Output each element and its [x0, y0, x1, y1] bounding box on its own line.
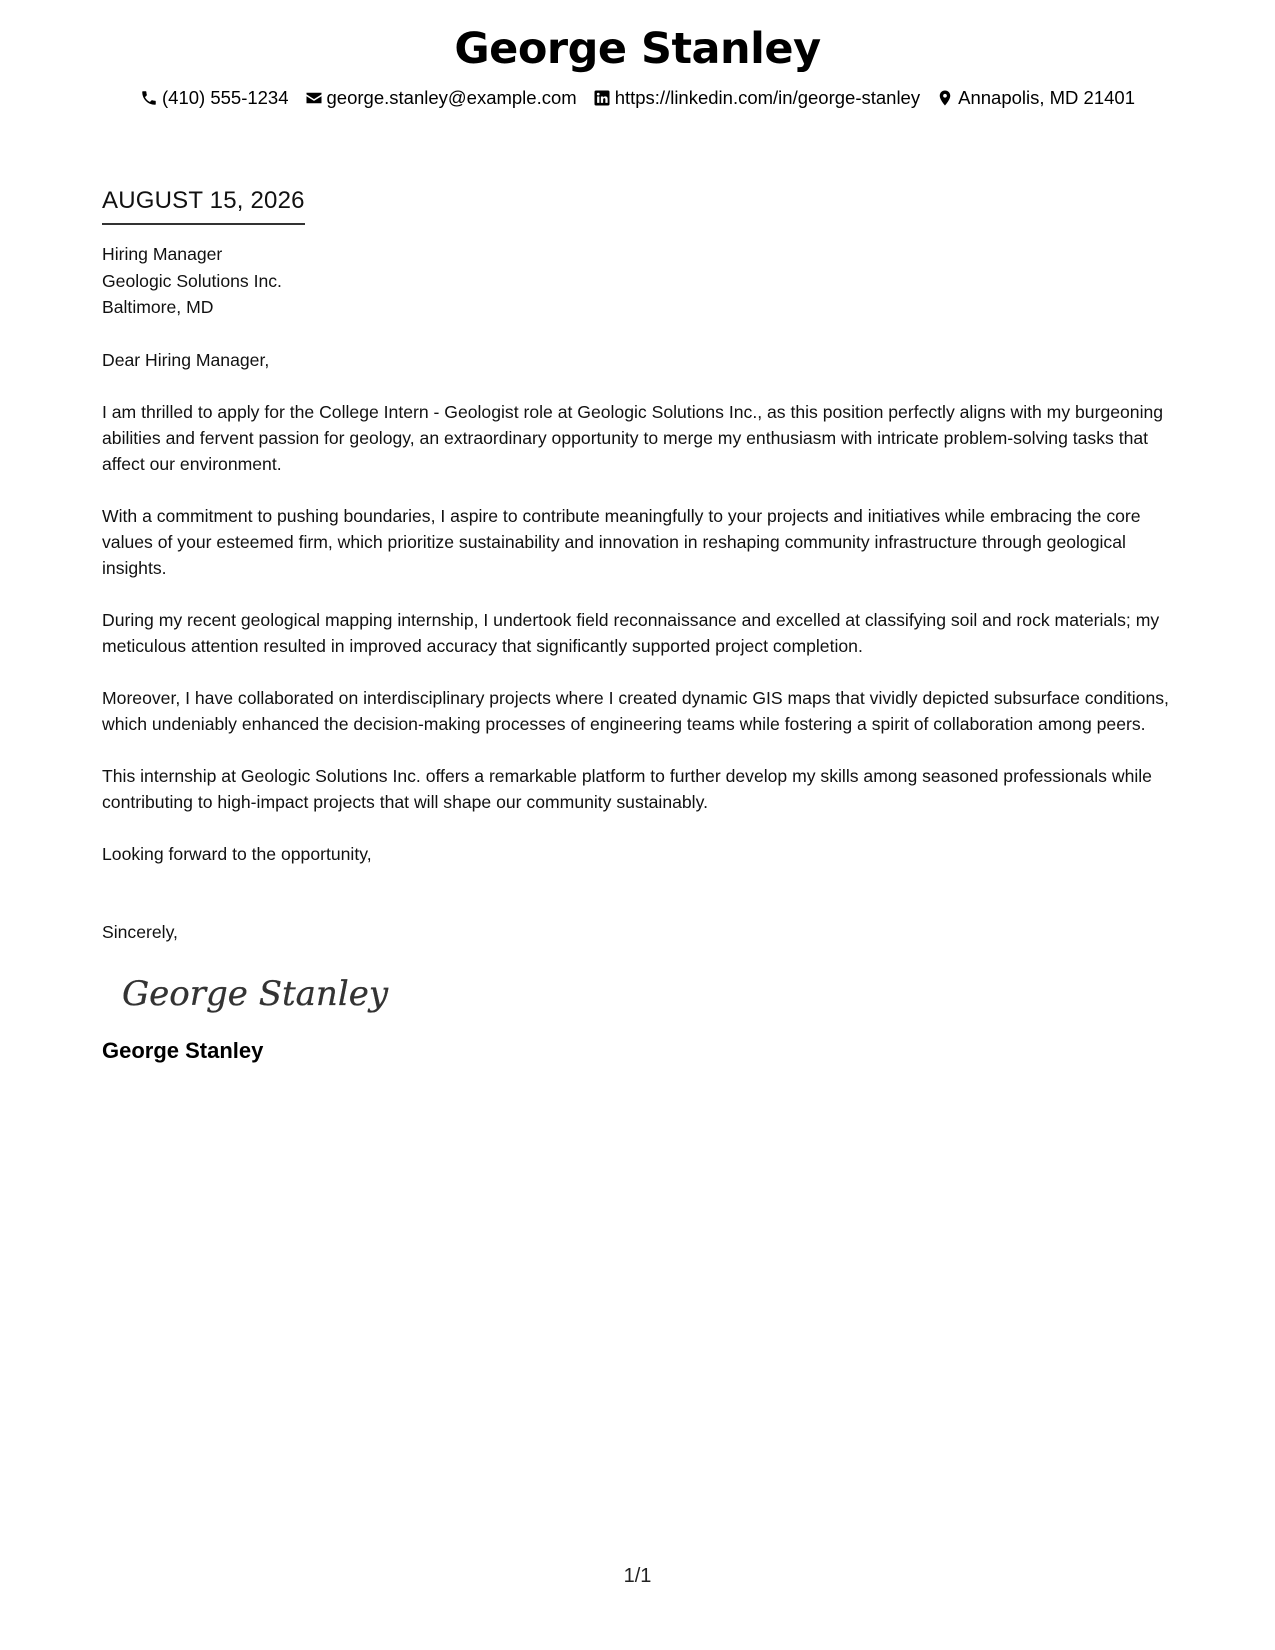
paragraph-2: With a commitment to pushing boundaries, I aspire to contribute meaningfully to your projects and initiatives while embracing the core values of your esteemed firm, which prioritize sustainability and innovation in reshaping community infrastructure through geological insights.: [102, 505, 1141, 578]
paragraph-1: I am thrilled to apply for the College Intern - Geologist role at Geologic Solutions Inc., as this position perfectly aligns with my burgeoning abilities and fervent passion for geology, an extraordinary opportunity to merge my enthusiasm with intricate problem-solving tasks that affect our environment.: [102, 401, 1164, 474]
recipient-location: Baltimore, MD: [102, 297, 214, 317]
contact-linkedin: [593, 86, 920, 110]
paragraph-4: Moreover, I have collaborated on interdisciplinary projects where I created dynamic GIS maps that vividly depicted subsurface conditions, which undeniably enhanced the decision-making processes of engineering teams while fostering a spirit of collaboration among peers.: [102, 687, 1169, 734]
letter-header: [0, 20, 1275, 110]
email-text: george.stanley@example.com: [326, 87, 577, 108]
paragraph-3: During my recent geological mapping internship, I undertook field reconnaissance and excelled at classifying soil and rock materials; my meticulous attention resulted in improved accuracy that significantly supported project completion.: [102, 609, 1160, 656]
contact-email: [305, 86, 577, 110]
linkedin-text: https://linkedin.com/in/george-stanley: [614, 87, 921, 108]
recipient-block: [102, 241, 1182, 321]
contact-location: [936, 86, 1135, 110]
letter-body: [102, 185, 1182, 1065]
svg-text:George Stanley: George Stanley: [122, 973, 389, 1014]
signoff: Sincerely,: [102, 921, 178, 942]
page-number: 1/1: [623, 1565, 652, 1587]
recipient-company: Geologic Solutions Inc.: [102, 270, 282, 291]
contact-phone: [140, 86, 289, 110]
letter-date: AUGUST 15, 2026: [102, 185, 305, 225]
envelope-icon: [305, 89, 323, 107]
signer-name: George Stanley: [102, 1037, 264, 1063]
phone-text: (410) 555-1234: [162, 87, 289, 108]
map-pin-icon: [936, 89, 954, 107]
recipient-title: Hiring Manager: [102, 244, 223, 264]
greeting: Dear Hiring Manager,: [102, 349, 270, 370]
linkedin-icon: [593, 89, 611, 107]
paragraph-5: This internship at Geologic Solutions Inc. offers a remarkable platform to further develop my skills among seasoned professionals while contributing to high-impact projects that will shape our community sustainably.: [102, 765, 1152, 812]
closing-line: Looking forward to the opportunity,: [102, 843, 372, 864]
handwritten-signature: [120, 963, 1182, 1023]
location-text: Annapolis, MD 21401: [958, 87, 1135, 108]
sender-name: George Stanley: [454, 24, 821, 74]
phone-icon: [140, 89, 158, 107]
contact-bar: [0, 86, 1275, 110]
